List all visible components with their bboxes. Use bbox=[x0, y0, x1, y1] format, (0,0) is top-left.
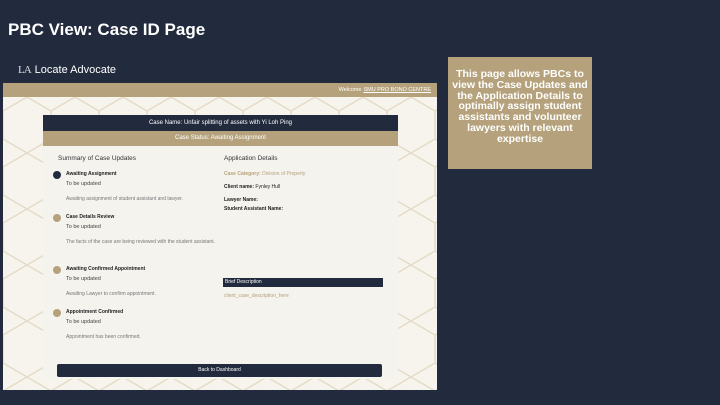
step-title: Case Details Review bbox=[66, 214, 115, 220]
step-description: Appointment has been confirmed. bbox=[66, 334, 141, 340]
case-status-header: Case Status: Awaiting Assignment bbox=[43, 131, 398, 146]
brief-description-text: client_case_description_here bbox=[224, 293, 289, 299]
welcome-org-link[interactable]: SMU PRO BONO CENTRE bbox=[363, 87, 431, 93]
brand-name[interactable]: Locate Advocate bbox=[34, 64, 117, 76]
step-title: Awaiting Assignment bbox=[66, 171, 117, 177]
step-title: Awaiting Confirmed Appointment bbox=[66, 266, 146, 272]
category-label: Case Category: bbox=[224, 171, 261, 177]
step-status: To be updated bbox=[66, 181, 101, 187]
app-screenshot bbox=[3, 57, 437, 390]
step-description: Awaiting assignment of student assistant and lawyer. bbox=[66, 196, 183, 202]
student-label: Student Assistant Name: bbox=[224, 206, 283, 212]
client-name bbox=[224, 184, 280, 190]
step-status: To be updated bbox=[66, 319, 101, 325]
navbar bbox=[3, 57, 437, 83]
client-label: Client name: bbox=[224, 184, 255, 190]
case-category bbox=[224, 171, 305, 177]
step-status: To be updated bbox=[66, 224, 101, 230]
case-card bbox=[43, 115, 398, 379]
step-status: To be updated bbox=[66, 276, 101, 282]
step-dot-icon bbox=[53, 309, 61, 317]
details-title: Application Details bbox=[224, 155, 278, 162]
logo-icon[interactable]: LA bbox=[18, 64, 31, 76]
slide-title: PBC View: Case ID Page bbox=[8, 20, 206, 39]
client-value: Fynley Hull bbox=[255, 184, 281, 190]
lawyer-label: Lawyer Name: bbox=[224, 197, 258, 203]
student-assistant-name bbox=[224, 206, 283, 212]
step-description: Awaiting Lawyer to confirm appointment. bbox=[66, 291, 156, 297]
step-dot-icon bbox=[53, 266, 61, 274]
summary-title: Summary of Case Updates bbox=[58, 155, 137, 162]
step-description: The facts of the case are being reviewed with the student assistant. bbox=[66, 239, 215, 245]
welcome-bar bbox=[3, 83, 437, 97]
step-dot-icon bbox=[53, 214, 61, 222]
brief-description-header: Brief Description bbox=[223, 278, 383, 287]
step-title: Appointment Confirmed bbox=[66, 309, 124, 315]
annotation-note: This page allows PBCs to view the Case Updates and the Application Details to optimally assign student assistants and volunteer lawyers with relevant expertise bbox=[448, 57, 592, 169]
step-active-dot-icon bbox=[53, 171, 61, 179]
back-to-dashboard-button[interactable]: Back to Dashboard bbox=[57, 364, 382, 377]
lawyer-name bbox=[224, 197, 258, 203]
welcome-text: Welcome bbox=[338, 87, 362, 93]
case-name-header: Case Name: Unfair splitting of assets with Yi Loh Ping bbox=[43, 115, 398, 131]
category-value: Division of Property bbox=[262, 171, 306, 177]
